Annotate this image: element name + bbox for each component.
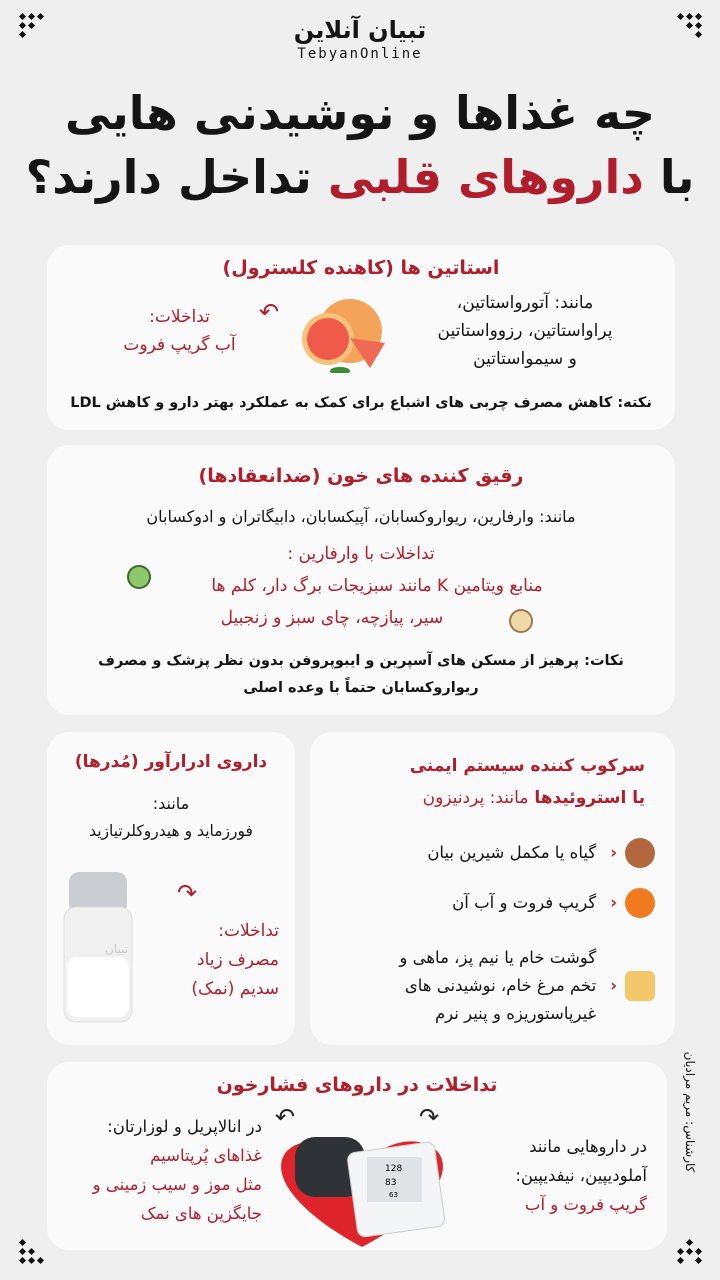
grapefruit-icon xyxy=(625,888,655,918)
item-line: گوشت خام یا نیم پز، ماهی و xyxy=(399,948,597,967)
meat-icon xyxy=(625,971,655,1001)
title-prefix: با xyxy=(659,150,695,204)
right-label: آملودیپین، نیفدیپین: xyxy=(515,1166,647,1185)
title-highlight: داروهای قلبی xyxy=(327,150,644,204)
bp-drugs-card xyxy=(47,1062,667,1250)
anticoagulants-card xyxy=(47,445,675,715)
corner-ornament xyxy=(678,1240,702,1264)
item-text: گیاه یا مکمل شیرین بیان xyxy=(427,843,597,862)
examples xyxy=(395,289,655,373)
reading-dia: 83 xyxy=(385,1178,397,1188)
blood-pressure-monitor-icon xyxy=(267,1127,457,1252)
licorice-icon xyxy=(625,838,655,868)
credit: کارشناس: مریم مرادیان xyxy=(683,1051,697,1173)
note xyxy=(57,648,665,702)
interaction-label: تداخلات: xyxy=(218,921,279,941)
right-label: در داروهایی مانند xyxy=(529,1137,647,1156)
interaction xyxy=(107,303,252,359)
garlic-icon xyxy=(509,609,533,633)
card-title xyxy=(330,750,645,814)
left-label: در انالاپریل و لوزارتان: xyxy=(107,1117,262,1136)
card-title: تداخلات در داروهای فشارخون xyxy=(216,1074,498,1096)
left-interaction xyxy=(57,1112,262,1228)
list-item xyxy=(325,838,655,868)
chevron-icon: ‹ xyxy=(610,976,617,995)
arrow-left-icon: ↶ xyxy=(275,1103,296,1131)
chevron-icon: ‹ xyxy=(610,843,617,862)
interaction-item: سیر، پیازچه، چای سبز و زنجبیل xyxy=(220,608,444,628)
watermark: تبیان xyxy=(105,942,129,956)
right-interaction xyxy=(467,1132,647,1219)
page-title-line2 xyxy=(20,146,700,208)
corner-ornament xyxy=(20,1240,44,1264)
examples: مانند: وارفارین، ریواروکسابان، آپیکسابان، دابیگاتران و ادوکسابان xyxy=(146,507,576,526)
example-line: پراواستاتین، رزوواستاتین xyxy=(437,321,613,341)
logo: تبیان آنلاین xyxy=(293,16,427,44)
cabbage-icon xyxy=(127,565,151,589)
reading-sys: 128 xyxy=(385,1164,403,1174)
example-line: و سیمواستاتین xyxy=(473,349,577,369)
note-line: ریواروکسابان حتماً با وعده اصلی xyxy=(243,680,479,696)
title-bold: یا استروئیدها xyxy=(534,788,645,808)
statins-card xyxy=(47,245,675,430)
left-item: جایگزین های نمک xyxy=(140,1204,262,1223)
card-title: رقیق کننده های خون (ضدانعقادها) xyxy=(198,465,524,487)
interaction-line: سدیم (نمک) xyxy=(191,979,279,999)
item-line: غیرپاستوریزه و پنیر نرم xyxy=(434,1004,597,1023)
curl-arrow-icon: ↷ xyxy=(177,879,198,907)
interaction-label: تداخلات: xyxy=(149,307,210,327)
item-line: تخم مرغ خام، نوشیدنی های xyxy=(404,976,597,995)
title-rest: مانند: پردنیزون xyxy=(422,788,529,808)
grapefruit-icon xyxy=(290,293,395,373)
list-item xyxy=(325,888,655,918)
page-title-line1: چه غذاها و نوشیدنی هایی xyxy=(64,86,656,140)
interaction-value: آب گریپ فروت xyxy=(123,335,236,355)
title-line: سرکوب کننده سیستم ایمنی xyxy=(409,756,645,776)
interaction-line: مصرف زیاد xyxy=(197,950,279,970)
examples-label: مانند: xyxy=(152,794,190,813)
note-line: نکات: پرهیز از مسکن های آسپرین و ایبوپروفن بدون نظر پزشک و مصرف xyxy=(98,653,624,669)
right-item: گریپ فروت و آب xyxy=(524,1195,647,1214)
example-line: مانند: آتورواستاتین، xyxy=(456,293,594,313)
left-item: مثل موز و سیب زمینی و xyxy=(92,1175,262,1194)
chevron-icon: ‹ xyxy=(610,893,617,912)
interaction xyxy=(155,917,279,1004)
immunosuppressants-card xyxy=(310,732,675,1045)
arrow-right-icon: ↷ xyxy=(419,1103,440,1131)
list-item xyxy=(325,944,655,1028)
note: نکته: کاهش مصرف چربی های اشباع برای کمک به عملکرد بهتر دارو و کاهش LDL xyxy=(70,395,652,411)
curl-arrow-icon: ↶ xyxy=(259,298,280,326)
logo-latin: TebyanOnline xyxy=(297,46,423,62)
examples: فورزماید و هیدروکلرتیازید xyxy=(89,822,253,840)
interaction-item: منابع ویتامین K مانند سبزیجات برگ دار، کلم ها xyxy=(211,576,543,596)
items-list xyxy=(325,838,655,1028)
diuretics-card xyxy=(47,732,295,1045)
title-suffix: تداخل دارند؟ xyxy=(25,150,312,204)
card-title: استاتین ها (کاهنده کلسترول) xyxy=(222,257,500,279)
reading-pulse: 63 xyxy=(389,1191,398,1199)
interaction-label: تداخلات با وارفارین : xyxy=(287,544,435,564)
left-item: غذاهای پُرپتاسیم xyxy=(150,1146,262,1165)
card-title: داروی ادرارآور (مُدرها) xyxy=(74,752,268,772)
item-text: گریپ فروت و آب آن xyxy=(452,893,597,912)
